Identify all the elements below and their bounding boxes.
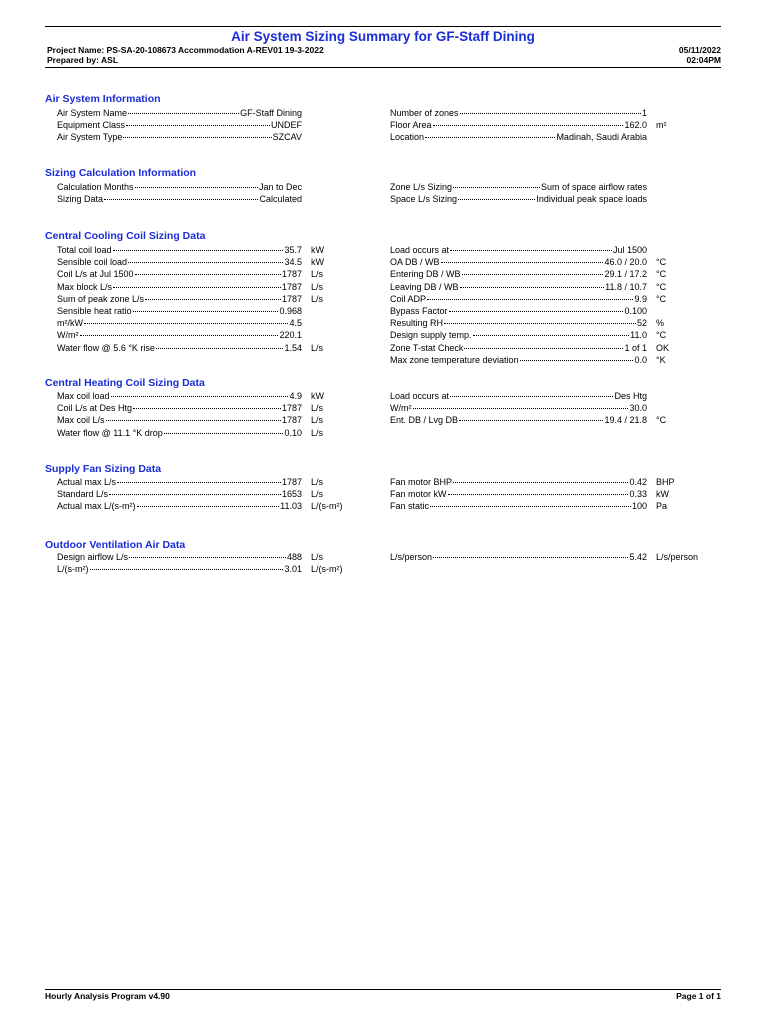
- field-label: Leaving DB / WB: [390, 281, 459, 292]
- field-value: 0.0: [634, 354, 647, 365]
- cooling-right-row: [390, 329, 647, 341]
- field-value: 1787: [281, 269, 302, 280]
- field-label: Space L/s Sizing: [390, 194, 458, 205]
- field-value: 35.7: [284, 245, 302, 255]
- field-value: 9.9: [634, 293, 647, 304]
- leader-dots: [425, 137, 555, 138]
- outdoor_vent-left-row: [57, 551, 302, 563]
- leader-dots: [459, 420, 603, 421]
- field-value: Sum of space airflow rates: [540, 182, 647, 192]
- leader-dots: [460, 287, 605, 288]
- field-unit: L/s: [311, 293, 324, 304]
- leader-dots: [128, 113, 239, 114]
- leader-dots: [430, 506, 631, 507]
- field-unit: L/s: [311, 477, 324, 487]
- leader-dots: [473, 335, 630, 336]
- field-unit: °C: [656, 330, 667, 341]
- heating-right-row: [390, 402, 647, 414]
- footer-rule: [45, 989, 721, 990]
- leader-dots: [109, 494, 281, 495]
- field-unit: m²: [656, 120, 667, 131]
- field-value: 11.03: [280, 501, 302, 512]
- leader-dots: [156, 348, 284, 349]
- field-value: 34.5: [284, 257, 302, 268]
- heating-section-title: Central Heating Coil Sizing Data: [45, 377, 205, 389]
- cooling-right-row: [390, 342, 647, 354]
- cooling-left-row: [57, 244, 302, 256]
- field-value: Madinah, Saudi Arabia: [556, 132, 647, 143]
- field-label: Air System Type: [57, 132, 123, 143]
- supply_fan-section-title: Supply Fan Sizing Data: [45, 463, 162, 475]
- leader-dots: [460, 113, 641, 114]
- field-unit: L/s: [311, 427, 324, 438]
- cooling-right-row: [390, 305, 647, 317]
- field-unit: kW: [311, 391, 324, 401]
- field-unit: L/s: [311, 269, 324, 280]
- leader-dots: [104, 199, 258, 200]
- cooling-right-row: [390, 281, 647, 293]
- field-label: Design airflow L/s: [57, 552, 129, 562]
- field-value: Calculated: [259, 194, 302, 205]
- outdoor_vent-left-row: [57, 563, 302, 575]
- field-unit: L/(s-m²): [311, 564, 343, 575]
- outdoor_vent-section-title: Outdoor Ventilation Air Data: [45, 539, 186, 551]
- leader-dots: [453, 187, 540, 188]
- field-unit: OK: [656, 342, 670, 353]
- field-value: 1787: [281, 293, 302, 304]
- leader-dots: [164, 433, 284, 434]
- field-value: 52: [636, 318, 647, 329]
- field-unit: BHP: [656, 477, 675, 487]
- field-label: Coil L/s at Des Htg: [57, 403, 133, 414]
- field-label: Sum of peak zone L/s: [57, 293, 145, 304]
- leader-dots: [444, 323, 636, 324]
- field-unit: °C: [656, 293, 667, 304]
- supply_fan-left-row: [57, 500, 302, 512]
- cooling-left-row: [57, 256, 302, 268]
- field-unit: L/s: [311, 489, 324, 500]
- field-label: Max coil load: [57, 391, 110, 401]
- field-label: Ent. DB / Lvg DB: [390, 415, 459, 426]
- field-value: 29.1 / 17.2: [604, 269, 647, 280]
- field-value: Individual peak space loads: [536, 194, 647, 205]
- field-label: Design supply temp.: [390, 330, 472, 341]
- field-label: Max block L/s: [57, 281, 113, 292]
- heating-left-row: [57, 390, 302, 402]
- field-unit: °K: [656, 354, 666, 365]
- supply_fan-right-row: [390, 500, 647, 512]
- leader-dots: [111, 396, 289, 397]
- field-label: Water flow @ 5.6 °K rise: [57, 342, 155, 353]
- leader-dots: [520, 360, 634, 361]
- field-label: Zone T-stat Check: [390, 342, 464, 353]
- cooling-right-row: [390, 354, 647, 366]
- leader-dots: [128, 262, 283, 263]
- leader-dots: [433, 125, 624, 126]
- leader-dots: [464, 348, 623, 349]
- field-label: Air System Name: [57, 108, 128, 118]
- supply_fan-left-row: [57, 488, 302, 500]
- field-label: Total coil load: [57, 245, 112, 255]
- field-value: 1787: [281, 415, 302, 426]
- leader-dots: [427, 299, 633, 300]
- sizing_calc-left-row: [57, 181, 302, 193]
- field-value: 0.968: [279, 306, 302, 316]
- field-value: 4.9: [289, 391, 302, 401]
- leader-dots: [123, 137, 271, 138]
- sizing_calc-right-row: [390, 193, 647, 205]
- field-unit: °C: [656, 281, 667, 292]
- leader-dots: [135, 274, 281, 275]
- cooling-left-row: [57, 329, 302, 341]
- leader-dots: [113, 250, 284, 251]
- field-label: Location: [390, 132, 425, 143]
- field-unit: °C: [656, 269, 667, 280]
- field-label: Equipment Class: [57, 120, 126, 131]
- field-value: 46.0 / 20.0: [604, 257, 647, 268]
- field-unit: L/s/person: [656, 552, 699, 562]
- page-number: Page 1 of 1: [676, 991, 721, 1001]
- field-label: Coil L/s at Jul 1500: [57, 269, 134, 280]
- field-value: 220.1: [279, 330, 302, 341]
- air_system_info-right-row: [390, 107, 647, 119]
- field-unit: L/(s-m²): [311, 501, 343, 512]
- leader-dots: [433, 557, 628, 558]
- page-title: Air System Sizing Summary for GF-Staff Dining: [231, 29, 535, 44]
- leader-dots: [84, 323, 288, 324]
- leader-dots: [126, 125, 270, 126]
- field-unit: L/s: [311, 281, 324, 292]
- field-value: 0.33: [629, 489, 647, 500]
- leader-dots: [80, 335, 279, 336]
- report-date: 05/11/2022: [678, 45, 721, 55]
- field-value: SZCAV: [272, 132, 302, 143]
- leader-dots: [133, 408, 281, 409]
- leader-dots: [441, 262, 604, 263]
- field-label: Fan motor kW: [390, 489, 447, 500]
- supply_fan-left-row: [57, 476, 302, 488]
- leader-dots: [413, 408, 629, 409]
- field-label: W/m²: [390, 403, 412, 414]
- field-value: 1787: [281, 477, 302, 487]
- leader-dots: [462, 274, 604, 275]
- field-unit: Pa: [656, 501, 668, 512]
- field-label: m²/kW: [57, 318, 83, 329]
- supply_fan-right-row: [390, 488, 647, 500]
- field-label: OA DB / WB: [390, 257, 440, 268]
- cooling-section-title: Central Cooling Coil Sizing Data: [45, 230, 206, 242]
- leader-dots: [449, 311, 624, 312]
- field-value: 11.8 / 10.7: [605, 281, 647, 292]
- field-unit: °C: [656, 415, 667, 426]
- leader-dots: [117, 482, 281, 483]
- field-label: Fan motor BHP: [390, 477, 453, 487]
- field-value: 0.10: [284, 427, 302, 438]
- field-label: Max coil L/s: [57, 415, 105, 426]
- field-label: Max zone temperature deviation: [390, 354, 519, 365]
- leader-dots: [129, 557, 286, 558]
- field-value: 5.42: [629, 552, 647, 562]
- field-value: 19.4 / 21.8: [604, 415, 647, 426]
- leader-dots: [450, 396, 613, 397]
- field-label: Floor Area: [390, 120, 432, 131]
- field-value: 1653: [281, 489, 302, 500]
- leader-dots: [106, 420, 281, 421]
- cooling-left-row: [57, 305, 302, 317]
- sizing_calc-section-title: Sizing Calculation Information: [45, 167, 197, 179]
- field-unit: L/s: [311, 552, 324, 562]
- field-value: Des Htg: [614, 391, 647, 401]
- field-unit: kW: [656, 489, 669, 500]
- leader-dots: [448, 494, 629, 495]
- air_system_info-right-row: [390, 131, 647, 143]
- field-unit: L/s: [311, 403, 324, 414]
- field-label: Sensible coil load: [57, 257, 128, 268]
- field-value: 4.5: [289, 318, 302, 329]
- leader-dots: [90, 569, 284, 570]
- air_system_info-left-row: [57, 131, 302, 143]
- field-label: Coil ADP: [390, 293, 427, 304]
- project-name: Project Name: PS-SA-20-108673 Accommodation A-REV01 19-3-2022: [47, 45, 324, 55]
- field-unit: °C: [656, 257, 667, 268]
- field-label: Bypass Factor: [390, 306, 448, 316]
- field-label: Fan static: [390, 501, 430, 512]
- leader-dots: [135, 187, 258, 188]
- prepared-by: Prepared by: ASL: [47, 55, 119, 65]
- program-name: Hourly Analysis Program v4.90: [45, 991, 170, 1001]
- field-value: 100: [631, 501, 647, 512]
- field-label: Actual max L/(s-m²): [57, 501, 136, 512]
- heating-right-row: [390, 414, 647, 426]
- cooling-right-row: [390, 268, 647, 280]
- heating-right-row: [390, 390, 647, 402]
- field-value: 488: [286, 552, 302, 562]
- field-label: Number of zones: [390, 108, 459, 118]
- field-unit: kW: [311, 257, 324, 268]
- field-value: 1 of 1: [624, 342, 647, 353]
- cooling-left-row: [57, 342, 302, 354]
- field-value: 1.54: [284, 342, 302, 353]
- field-label: L/(s-m²): [57, 564, 89, 575]
- field-value: 0.100: [624, 306, 647, 316]
- field-unit: %: [656, 318, 665, 329]
- field-label: Water flow @ 11.1 °K drop: [57, 427, 163, 438]
- outdoor_vent-right-row: [390, 551, 647, 563]
- field-value: UNDEF: [271, 120, 302, 131]
- field-value: 3.01: [284, 564, 302, 575]
- field-label: L/s/person: [390, 552, 433, 562]
- field-value: Jul 1500: [612, 245, 647, 255]
- heating-left-row: [57, 414, 302, 426]
- field-unit: L/s: [311, 415, 324, 426]
- field-value: 1787: [281, 281, 302, 292]
- field-label: Resulting RH: [390, 318, 444, 329]
- field-unit: L/s: [311, 342, 324, 353]
- cooling-left-row: [57, 293, 302, 305]
- cooling-left-row: [57, 317, 302, 329]
- supply_fan-right-row: [390, 476, 647, 488]
- sizing_calc-left-row: [57, 193, 302, 205]
- field-label: Actual max L/s: [57, 477, 117, 487]
- field-label: Sizing Data: [57, 194, 104, 205]
- field-value: 1787: [281, 403, 302, 414]
- cooling-right-row: [390, 256, 647, 268]
- field-value: GF-Staff Dining: [240, 108, 302, 118]
- cooling-left-row: [57, 281, 302, 293]
- field-value: 30.0: [629, 403, 647, 414]
- field-label: W/m²: [57, 330, 79, 341]
- air_system_info-left-row: [57, 107, 302, 119]
- heating-left-row: [57, 427, 302, 439]
- field-label: Load occurs at: [390, 391, 450, 401]
- air_system_info-section-title: Air System Information: [45, 93, 161, 105]
- leader-dots: [145, 299, 281, 300]
- air_system_info-right-row: [390, 119, 647, 131]
- field-unit: kW: [311, 245, 324, 255]
- field-value: Jan to Dec: [258, 182, 302, 192]
- heating-left-row: [57, 402, 302, 414]
- field-value: 162.0: [624, 120, 647, 131]
- leader-dots: [450, 250, 612, 251]
- cooling-right-row: [390, 293, 647, 305]
- field-label: Sensible heat ratio: [57, 306, 132, 316]
- field-label: Load occurs at: [390, 245, 450, 255]
- leader-dots: [453, 482, 628, 483]
- field-value: 1: [641, 108, 647, 118]
- field-label: Calculation Months: [57, 182, 134, 192]
- field-label: Zone L/s Sizing: [390, 182, 453, 192]
- leader-dots: [458, 199, 535, 200]
- air_system_info-left-row: [57, 119, 302, 131]
- field-label: Entering DB / WB: [390, 269, 461, 280]
- leader-dots: [133, 311, 279, 312]
- report-time: 02:04PM: [686, 55, 721, 65]
- cooling-right-row: [390, 317, 647, 329]
- leader-dots: [137, 506, 280, 507]
- cooling-right-row: [390, 244, 647, 256]
- sizing_calc-right-row: [390, 181, 647, 193]
- field-label: Standard L/s: [57, 489, 109, 500]
- leader-dots: [113, 287, 281, 288]
- field-value: 0.42: [629, 477, 647, 487]
- field-value: 11.0: [630, 330, 647, 341]
- cooling-left-row: [57, 268, 302, 280]
